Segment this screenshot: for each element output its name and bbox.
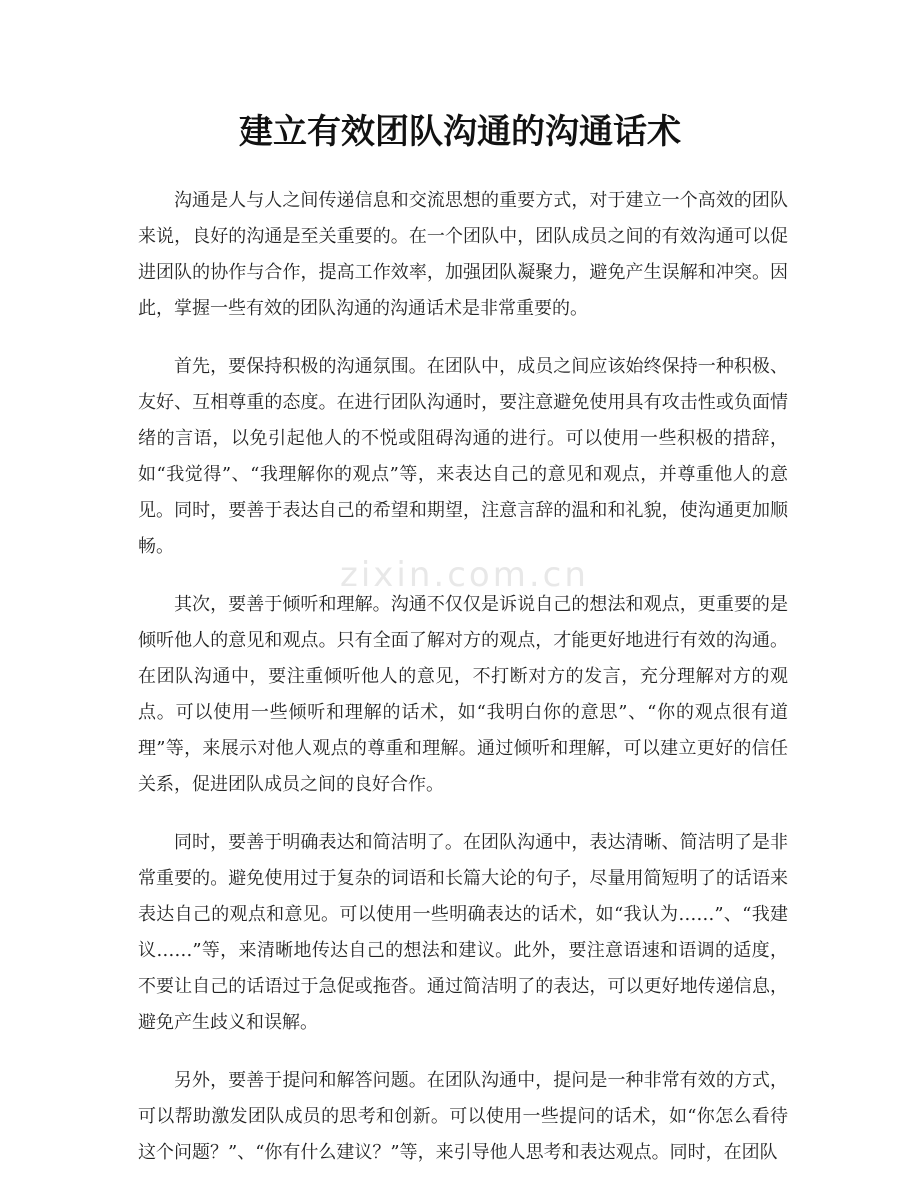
paragraph-1: 沟通是人与人之间传递信息和交流思想的重要方式，对于建立一个高效的团队来说，良好的沟通是至关重要的。在一个团队中，团队成员之间的有效沟通可以促进团队的协作与合作，提高工作效率，加强团队凝聚力，避免产生误解和冲突。因此，掌握一些有效的团队沟通的沟通话术是非常重要的。	[138, 190, 788, 319]
paragraph-2: 首先，要保持积极的沟通氛围。在团队中，成员之间应该始终保持一种积极、友好、互相尊重的态度。在进行团队沟通时，要注意避免使用具有攻击性或负面情绪的言语，以免引起他人的不悦或阻碍沟通的进行。可以使用一些积极的措辞，如“我觉得”、“我理解你的观点”等，来表达自己的意见和观点，并尊重他人的意见。同时，要善于表达自己的希望和期望，注意言辞的温和和礼貌，使沟通更加顺畅。	[138, 356, 788, 557]
document-body	[138, 183, 788, 1193]
document-title: 建立有效团队沟通的沟通话术	[239, 112, 681, 152]
paragraph-4: 同时，要善于明确表达和简洁明了。在团队沟通中，表达清晰、简洁明了是非常重要的。避免使用过于复杂的词语和长篇大论的句子，尽量用简短明了的话语来表达自己的观点和意见。可以使用一些明确表达的话术，如“我认为……”、“我建议……”等，来清晰地传达自己的想法和建议。此外，要注意语速和语调的适度，不要让自己的话语过于急促或拖沓。通过简洁明了的表达，可以更好地传递信息，避免产生歧义和误解。	[138, 832, 788, 1033]
paragraph-5: 另外，要善于提问和解答问题。在团队沟通中，提问是一种非常有效的方式，可以帮助激发团队成员的思考和创新。可以使用一些提问的话术，如“你怎么看待这个问题？”、“你有什么建议？”等，来引导他人思考和表达观点。同时，在团队	[138, 1070, 788, 1163]
watermark: zixin.com.cn	[340, 555, 589, 595]
paragraph-3: 其次，要善于倾听和理解。沟通不仅仅是诉说自己的想法和观点，更重要的是倾听他人的意见和观点。只有全面了解对方的观点，才能更好地进行有效的沟通。在团队沟通中，要注重倾听他人的意见，不打断对方的发言，充分理解对方的观点。可以使用一些倾听和理解的话术，如“我明白你的意思”、“你的观点很有道理”等，来展示对他人观点的尊重和理解。通过倾听和理解，可以建立更好的信任关系，促进团队成员之间的良好合作。	[138, 594, 788, 795]
